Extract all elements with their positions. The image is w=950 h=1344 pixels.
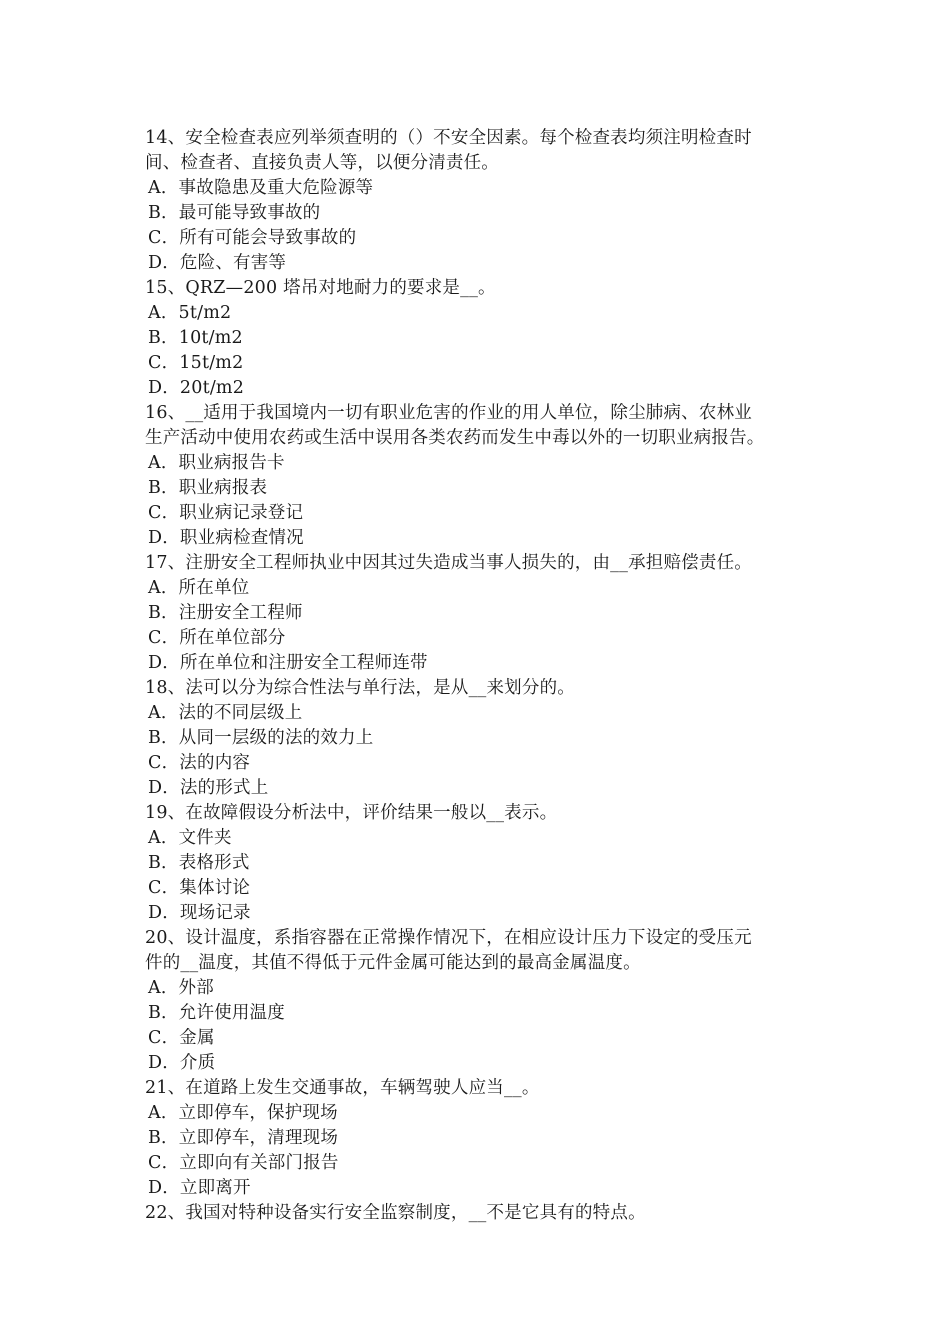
option-c: C．集体讨论 <box>148 878 251 898</box>
option-d: D．法的形式上 <box>148 778 269 798</box>
option-b: B．从同一层级的法的效力上 <box>148 728 374 748</box>
question-stem-line: 17、注册安全工程师执业中因其过失造成当事人损失的，由__承担赔偿责任。 <box>145 553 752 573</box>
question-20 <box>145 926 815 1076</box>
option-d: D．介质 <box>148 1053 216 1073</box>
option-c: C．职业病记录登记 <box>148 503 304 523</box>
option-a: A．事故隐患及重大危险源等 <box>148 178 374 198</box>
question-stem-line: 20、设计温度，系指容器在正常操作情况下，在相应设计压力下设定的受压元 <box>145 928 752 948</box>
option-a: A．文件夹 <box>148 828 232 848</box>
option-a: A．立即停车，保护现场 <box>148 1103 338 1123</box>
option-d: D．所在单位和注册安全工程师连带 <box>148 653 428 673</box>
question-stem-line: 16、__适用于我国境内一切有职业危害的作业的用人单位，除尘肺病、农林业 <box>145 403 752 423</box>
option-a: A．5t/m2 <box>148 303 232 323</box>
option-c: C．金属 <box>148 1028 215 1048</box>
question-list <box>145 126 815 1226</box>
option-a: A．职业病报告卡 <box>148 453 285 473</box>
question-17 <box>145 551 815 676</box>
option-d: D．职业病检查情况 <box>148 528 304 548</box>
option-d: D．20t/m2 <box>148 378 245 398</box>
question-stem-line: 21、在道路上发生交通事故，车辆驾驶人应当__。 <box>145 1078 540 1098</box>
option-b: B．表格形式 <box>148 853 250 873</box>
option-b: B．10t/m2 <box>148 328 243 348</box>
option-c: C．所有可能会导致事故的 <box>148 228 357 248</box>
question-21 <box>145 1076 815 1201</box>
option-b: B．立即停车，清理现场 <box>148 1128 339 1148</box>
option-b: B．职业病报表 <box>148 478 268 498</box>
question-stem-line: 件的__温度，其值不得低于元件金属可能达到的最高金属温度。 <box>145 953 641 973</box>
option-a: A．外部 <box>148 978 214 998</box>
question-15 <box>145 276 815 401</box>
question-stem-line: 22、我国对特种设备实行安全监察制度，__不是它具有的特点。 <box>145 1203 646 1223</box>
option-c: C．立即向有关部门报告 <box>148 1153 339 1173</box>
option-d: D．立即离开 <box>148 1178 251 1198</box>
question-18 <box>145 676 815 801</box>
option-c: C．法的内容 <box>148 753 251 773</box>
question-stem-line: 生产活动中使用农药或生活中误用各类农药而发生中毒以外的一切职业病报告。 <box>145 428 765 448</box>
option-b: B．最可能导致事故的 <box>148 203 321 223</box>
question-stem-line: 19、在故障假设分析法中，评价结果一般以__表示。 <box>145 803 558 823</box>
option-c: C．所在单位部分 <box>148 628 286 648</box>
question-stem-line: 18、法可以分为综合性法与单行法，是从__来划分的。 <box>145 678 575 698</box>
question-22 <box>145 1201 815 1226</box>
option-b: B．注册安全工程师 <box>148 603 303 623</box>
option-d: D．现场记录 <box>148 903 251 923</box>
question-19 <box>145 801 815 926</box>
option-a: A．法的不同层级上 <box>148 703 303 723</box>
option-b: B．允许使用温度 <box>148 1003 285 1023</box>
question-16 <box>145 401 815 551</box>
option-a: A．所在单位 <box>148 578 250 598</box>
question-stem-line: 14、安全检查表应列举须查明的（）不安全因素。每个检查表均须注明检查时 <box>145 128 752 148</box>
question-stem-line: 间、检查者、直接负责人等，以便分清责任。 <box>145 153 499 173</box>
question-stem-line: 15、QRZ—200 塔吊对地耐力的要求是__。 <box>145 278 496 298</box>
option-d: D．危险、有害等 <box>148 253 287 273</box>
question-14 <box>145 126 815 276</box>
option-c: C．15t/m2 <box>148 353 244 373</box>
